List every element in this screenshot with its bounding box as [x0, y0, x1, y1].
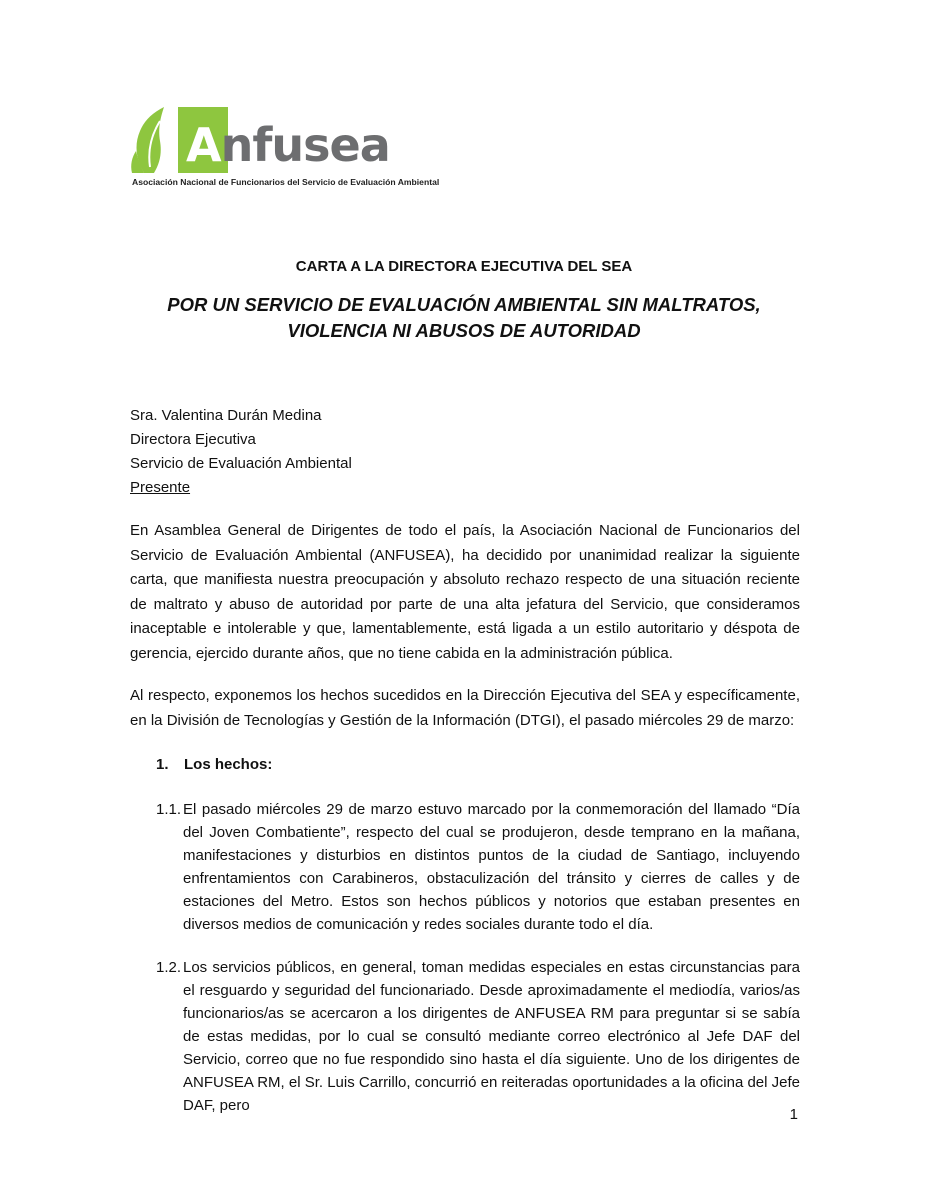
page-number: 1	[789, 1106, 798, 1123]
headline-line-2: VIOLENCIA NI ABUSOS DE AUTORIDAD	[287, 320, 641, 341]
paragraph-intro: En Asamblea General de Dirigentes de todo el país, la Asociación Nacional de Funcionarios del Servicio de Evaluación Ambiental (ANFUSEA), ha decidido por unanimidad realizar la siguiente carta, que manifiesta nuestra preocupación y absoluto rechazo respecto de una situación reciente de maltrato y abuso de autoridad por parte de una alta jefatura del Servicio, que consideramos inaceptable e intolerable y que, lamentablemente, está ligada a un estilo autoritario y déspota de gerencia, ejercido durante años, que no tiene cabida en la administración pública.	[130, 522, 800, 662]
anfusea-logo	[130, 105, 470, 190]
headline-line-1: POR UN SERVICIO DE EVALUACIÓN AMBIENTAL SIN MALTRATOS,	[167, 294, 761, 315]
headline	[0, 292, 928, 344]
leaf-icon	[130, 107, 178, 173]
recipient-org: Servicio de Evaluación Ambiental	[130, 455, 352, 472]
letter-title: CARTA A LA DIRECTORA EJECUTIVA DEL SEA	[295, 258, 633, 275]
section-title: Los hechos:	[184, 756, 273, 773]
recipient-presente: Presente	[130, 479, 191, 496]
section-number: 1.	[156, 756, 169, 773]
logo-subtitle: Asociación Nacional de Funcionarios del Servicio de Evaluación Ambiental	[132, 177, 440, 187]
section-heading	[156, 756, 272, 773]
paragraph-context: Al respecto, exponemos los hechos sucedidos en la Dirección Ejecutiva del SEA y específicamente, en la División de Tecnologías y Gestión de la Información (DTGI), el pasado miércoles 29 de marzo:	[130, 687, 800, 729]
list-item-number: 1.2.	[156, 959, 182, 976]
recipient-name: Sra. Valentina Durán Medina	[130, 407, 322, 424]
recipient-role: Directora Ejecutiva	[130, 431, 256, 448]
recipient-block	[130, 404, 352, 500]
list-item-text: El pasado miércoles 29 de marzo estuvo marcado por la conmemoración del llamado “Día del Joven Combatiente”, respecto del cual se produjeron, desde temprano en la mañana, manifestaciones y disturbios en distintos puntos de la ciudad de Santiago, incluyendo enfrentamientos con Carabineros, obstaculización del tránsito y cierres de calles y de estaciones del Metro. Estos son hechos públicos y notorios que estaban presentes en diversos medios de comunicación y redes sociales durante todo el día.	[183, 801, 800, 933]
list-item	[156, 956, 800, 1117]
list-item	[156, 798, 800, 936]
logo-wordmark: Anfusea	[186, 118, 390, 172]
list-item-number: 1.1.	[156, 801, 182, 818]
list-item-text: Los servicios públicos, en general, toman medidas especiales en estas circunstancias para el resguardo y seguridad del funcionariado. Desde aproximadamente el mediodía, varios/as funcionarios/as se acercaron a los dirigentes de ANFUSEA RM para preguntar si se sabía de estas medidas, por lo cual se consultó mediante correo electrónico al Jefe DAF del Servicio, correo que no fue respondido sino hasta el día siguiente. Uno de los dirigentes de ANFUSEA RM, el Sr. Luis Carrillo, concurrió en reiteradas oportunidades a la oficina del Jefe DAF, pero	[183, 959, 800, 1114]
